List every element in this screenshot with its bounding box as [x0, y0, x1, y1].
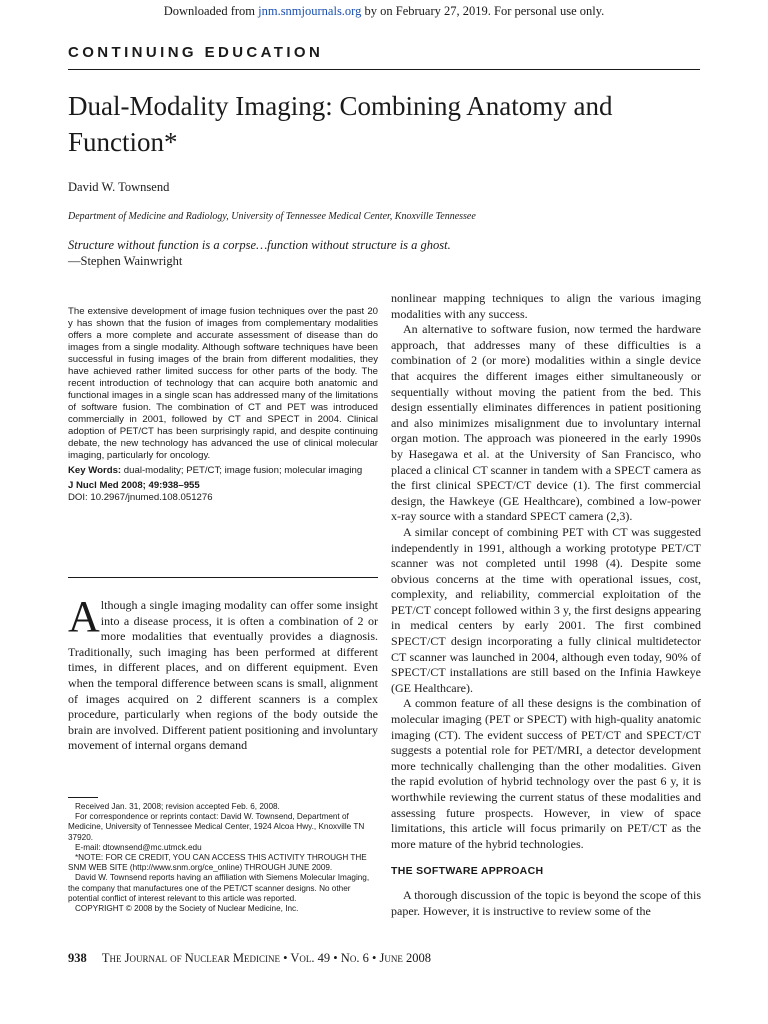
intro-paragraph	[68, 592, 378, 754]
author-name: David W. Townsend	[68, 180, 170, 194]
epigraph-attribution: —Stephen Wainwright	[68, 253, 183, 268]
citation	[68, 480, 378, 492]
doi: DOI: 10.2967/jnumed.108.051276	[68, 492, 213, 503]
download-prefix: Downloaded from	[163, 4, 259, 18]
page-number: 938	[68, 951, 87, 965]
footnote-disclosure: David W. Townsend reports having an affiliation with Siemens Molecular Imaging, the company that manufactures one of the PET/CT scanner designs. No other potential conflict of interest relevant to this article was reported.	[68, 873, 370, 903]
keywords-list: dual-modality; PET/CT; image fusion; molecular imaging	[121, 465, 363, 476]
paragraph: A common feature of all these designs is the combination of molecular imaging (PET or SPECT) with high-quality anatomic imaging (CT). The evident success of PET/CT and SPECT/CT suggests a potential role for PET/MRI, a detector development more technically challenging than the other modalities. Given the rapid evolution of hybrid technology over the past 6 y, it is worthwhile reviewing the current status of these modalities and assessing future prospects. However, in view of space limitations, this article will focus primarily on PET/CT as the more mature of the hybrid technologies.	[391, 696, 701, 851]
section-heading: THE SOFTWARE APPROACH	[391, 865, 544, 878]
footnote-correspondence: For correspondence or reprints contact: David W. Townsend, Department of Medicine, University of Tennessee Medical Center, 1924 Alcoa Hwy., Knoxville TN 37920.	[68, 812, 365, 842]
epigraph-quote: Structure without function is a corpse…function without structure is a ghost.	[68, 238, 451, 252]
citation-text: J Nucl Med 2008; 49:938–955	[68, 480, 200, 491]
header-rule	[68, 69, 700, 70]
section-label: CONTINUING EDUCATION	[68, 44, 324, 61]
footnote-received: Received Jan. 31, 2008; revision accepted Feb. 6, 2008.	[75, 802, 280, 811]
abstract	[68, 306, 378, 504]
paragraph: nonlinear mapping techniques to align the various imaging modalities with any success.	[391, 291, 701, 321]
footnote-copyright: COPYRIGHT © 2008 by the Society of Nuclear Medicine, Inc.	[75, 904, 299, 914]
journal-site-link[interactable]: jnm.snmjournals.org	[258, 4, 362, 18]
footnotes	[68, 802, 378, 914]
drop-cap: A	[68, 592, 100, 641]
download-suffix: by on February 27, 2019. For personal use only.	[361, 4, 605, 18]
journal-info: The Journal of Nuclear Medicine • Vol. 49 • No. 6 • June 2008	[101, 951, 431, 965]
article-title: Dual-Modality Imaging: Combining Anatomy and Function*	[68, 91, 613, 157]
keywords-label: Key Words:	[68, 465, 122, 476]
footnote-email: E-mail: dtownsend@mc.utmck.edu	[75, 842, 202, 852]
author-affiliation: Department of Medicine and Radiology, University of Tennessee Medical Center, Knoxville Tennessee	[68, 211, 476, 222]
abstract-rule	[68, 577, 378, 578]
download-notice	[0, 4, 768, 19]
paragraph: A similar concept of combining PET with CT was suggested independently in 1991, although a working prototype PET/CT scanner was not completed until 1998 (4). Despite some obvious concerns at the time with operational issues, cost, complexity, and reliability, commercial exploitation of the PET/CT concept followed within 3 y, the first designs appearing in medical centers by early 2001. The first combined SPECT/CT design incorporating a fully clinical multidetector CT scanner was launched in 2004, although even today, 90% of SPECT/CT installations are still based on the Infinia Hawkeye (GE Healthcare).	[391, 524, 701, 695]
right-column	[391, 291, 701, 919]
paragraph: A thorough discussion of the topic is beyond the scope of this paper. However, it is instructive to review some of the	[391, 887, 701, 918]
page-footer	[68, 951, 431, 966]
abstract-text: The extensive development of image fusion techniques over the past 20 y has shown that the fusion of images from complementary modalities offers a more complete and accurate assessment of disease than do images from a single modality. Although software techniques have been successful in fusing images of the brain from different modalities, they have achieved rather limited success for other parts of the body. The recent introduction of technology that can acquire both anatomic and functional images in a single scan has addressed many of the limitations of software fusion. The combination of CT and PET was introduced commercially in 2001, followed by CT and SPECT in 2004. Clinical adoption of PET/CT has been surprisingly rapid, and despite continuing debate, the new technology has advanced the use of clinical molecular imaging, particularly for oncology.	[68, 306, 378, 461]
paragraph: An alternative to software fusion, now termed the hardware approach, that addresses many of these difficulties is a combination of 2 (or more) modalities within a single device that acquires the different images either simultaneously or sequentially without moving the patient from the bed. This design essentially eliminates differences in patient positioning and also minimizes misalignment due to involuntary internal organ motion. The approach was pioneered in the early 1990s by Hasegawa et al. at the University of San Francisco, who placed a clinical CT scanner in tandem with a SPECT camera as the first clinical SPECT/CT device (1). The first commercial design, the Hawkeye (GE Healthcare), combined a low-power x-ray source with a standard SPECT camera (2,3).	[391, 322, 701, 524]
keywords	[68, 465, 378, 477]
footnote-ce-note: *NOTE: FOR CE CREDIT, YOU CAN ACCESS THIS ACTIVITY THROUGH THE SNM WEB SITE (http://www.snm.org/ce_online) THROUGH JUNE 2009.	[68, 853, 367, 873]
footnote-rule	[68, 797, 98, 798]
epigraph	[68, 238, 451, 269]
intro-text: lthough a single imaging modality can offer some insight into a disease process, it is often a combination of 2 or more modalities that eventually provides a diagnosis. Traditionally, such imaging has been performed at different times, in different places, and on different equipment. Even when the temporal difference between scans is small, alignment of images acquired on 2 different scanners is a complex procedure, particularly when regions of the body outside the brain are involved. Different patient positioning and involuntary movement of internal organs demand	[68, 598, 378, 753]
